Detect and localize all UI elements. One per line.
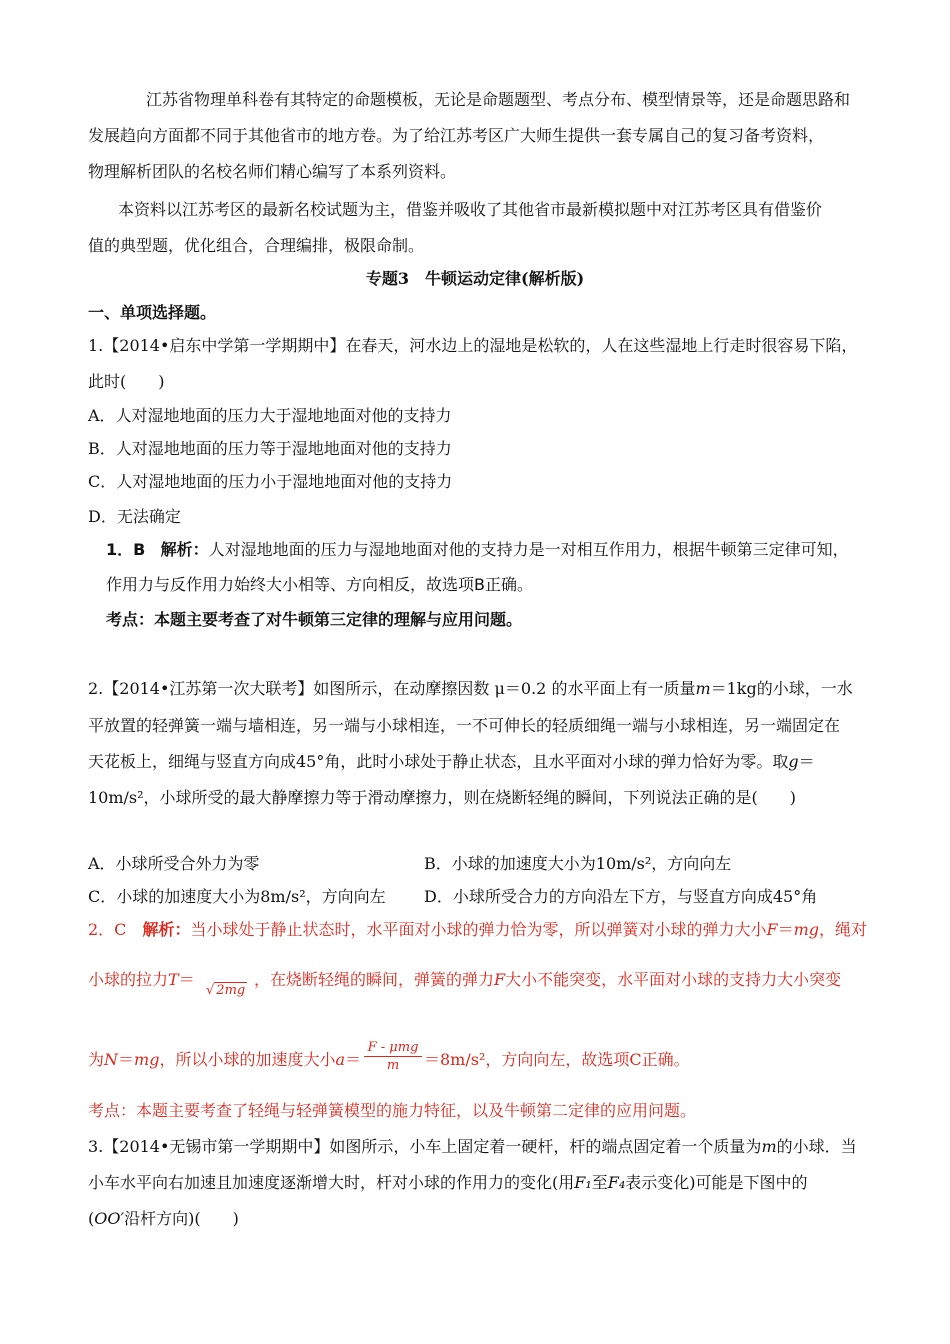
q2-var-m: m xyxy=(695,679,711,698)
q1-analysis-text-1: 人对湿地地面的压力与湿地地面对他的支持力是一对相互作用力，根据牛顿第三定律可知， xyxy=(208,540,849,559)
q2-option-a: A．小球所受合外力为零 xyxy=(88,854,260,873)
q3-stem-line-1 xyxy=(88,1135,857,1159)
intro-paragraph-2-line-2: 值的典型题，优化组合，合理编排，极限命制。 xyxy=(88,236,425,255)
q1-option-b: B．人对湿地地面的压力等于湿地地面对他的支持力 xyxy=(88,439,452,458)
q1-key-point xyxy=(106,608,522,632)
q2-stem-1a: 2.【2014•江苏第一次大联考】如图所示，在动摩擦因数 μ＝0.2 的水平面上有一质量 xyxy=(88,679,696,698)
q2-analysis-text-2a: 小球的拉力 xyxy=(88,970,169,989)
q3-stem-3b: 沿杆方向)( ) xyxy=(124,1209,239,1228)
q2-stem-1b: ＝1kg的小球，一水 xyxy=(710,679,853,698)
q3-var-F4: F₄ xyxy=(607,1173,626,1192)
q1-option-c: C．人对湿地地面的压力小于湿地地面对他的支持力 xyxy=(88,472,453,491)
q2-stem-3b: ＝ xyxy=(798,752,815,771)
q2-analysis-text-2b: ，在烧断轻绳的瞬间，弹簧的弹力 xyxy=(254,970,495,989)
q1-stem-line-2: 此时( ) xyxy=(88,372,165,391)
q2-var-mg2: mg xyxy=(134,1050,160,1069)
q2-var-F2: F xyxy=(494,970,506,989)
q2-option-c: C．小球的加速度大小为8m/s²，方向向左 xyxy=(88,887,386,906)
q2-answer-line-1 xyxy=(88,918,867,942)
q2-fraction-denominator: m xyxy=(386,1058,400,1073)
q2-key-point: 考点：本题主要考查了轻绳与轻弹簧模型的施力特征，以及牛顿第二定律的应用问题。 xyxy=(88,1101,697,1120)
q2-stem-line-3 xyxy=(88,750,815,774)
q1-key-point-text: 本题主要考查了对牛顿第三定律的理解与应用问题。 xyxy=(154,610,523,629)
q2-stem-3a: 天花板上，细绳与竖直方向成45°角，此时小球处于静止状态，且水平面对小球的弹力恰好为零。取 xyxy=(88,752,789,771)
q2-sqrt-radicand: 2mg xyxy=(216,983,246,998)
section-heading: 一、单项选择题。 xyxy=(88,303,217,322)
q2-analysis-text-1: 当小球处于静止状态时，水平面对小球的弹力恰为零，所以弹簧对小球的弹力大小 xyxy=(190,920,767,939)
q2-answer-line-3a xyxy=(88,1048,361,1072)
q1-option-d: D．无法确定 xyxy=(88,507,181,526)
q3-var-F1: F₁ xyxy=(574,1173,592,1192)
intro-paragraph-1-line-1: 江苏省物理单科卷有其特定的命题模板，无论是命题题型、考点分布、模型情景等，还是命题思路和 xyxy=(146,90,851,109)
q3-stem-2a: 小车水平向右加速且加速度逐渐增大时，杆对小球的作用力的变化(用 xyxy=(88,1173,575,1192)
q3-stem-line-2 xyxy=(88,1171,808,1195)
q2-stem-line-4: 10m/s²，小球所受的最大静摩擦力等于滑动摩擦力，则在烧断轻绳的瞬间，下列说法正确的是( ) xyxy=(88,788,797,807)
q2-eq-4: ＝ xyxy=(345,1050,362,1069)
q1-answer-line-1 xyxy=(106,538,849,562)
document-title: 专题3 牛顿运动定律(解析版) xyxy=(365,269,585,288)
q2-var-F: F xyxy=(766,920,778,939)
q3-stem-1a: 3.【2014•无锡市第一学期期中】如图所示，小车上固定着一硬杆，杆的端点固定着一个质量为 xyxy=(88,1137,762,1156)
q1-answer-line-2: 作用力与反作用力始终大小相等、方向相反，故选项B正确。 xyxy=(106,575,533,594)
q1-key-point-label: 考点： xyxy=(106,610,155,629)
q2-answer-line-2a xyxy=(88,968,195,992)
q2-analysis-label: 解析： xyxy=(142,920,191,939)
q2-var-mg: mg xyxy=(793,920,820,939)
q1-option-a: A．人对湿地地面的压力大于湿地地面对他的支持力 xyxy=(88,406,452,425)
q2-eq-1: ＝ xyxy=(777,920,794,939)
q3-stem-2mid: 至 xyxy=(591,1173,608,1192)
q2-stem-line-2: 平放置的轻弹簧一端与墙相连，另一端与小球相连，一不可伸长的轻质细绳一端与小球相连，另一端固定在 xyxy=(88,716,841,735)
q2-acceleration-fraction xyxy=(364,1040,422,1073)
q2-analysis-text-1c: ，绳对 xyxy=(819,920,868,939)
q3-var-OO: OO′ xyxy=(94,1209,125,1228)
q2-eq-3: ＝ xyxy=(118,1050,135,1069)
intro-paragraph-2-line-1: 本资料以江苏考区的最新名校试题为主，借鉴并吸收了其他省市最新模拟题中对江苏考区具有借鉴价 xyxy=(118,200,823,219)
q2-answer-line-2b xyxy=(254,968,841,992)
q2-eq-2: ＝ xyxy=(178,970,195,989)
intro-paragraph-1-line-2: 发展趋向方面都不同于其他省市的地方卷。为了给江苏考区广大师生提供一套专属自己的复习备考资料， xyxy=(88,126,825,145)
intro-paragraph-1-line-3: 物理解析团队的名校名师们精心编写了本系列资料。 xyxy=(88,162,457,181)
q2-var-a: a xyxy=(335,1050,346,1069)
q2-analysis-text-3b: ，所以小球的加速度大小 xyxy=(159,1050,336,1069)
q1-answer-number: 1．B xyxy=(106,540,146,559)
q3-stem-2b: 表示变化)可能是下图中的 xyxy=(625,1173,808,1192)
q3-stem-line-3 xyxy=(88,1207,239,1231)
q2-var-T: T xyxy=(168,970,179,989)
q2-option-b: B．小球的加速度大小为10m/s²，方向向左 xyxy=(424,854,732,873)
q1-analysis-label: 解析： xyxy=(160,540,209,559)
q2-sqrt-expression: √ 2mg xyxy=(206,983,246,998)
q2-var-N: N xyxy=(104,1050,119,1069)
q1-stem-line-1: 1.【2014•启东中学第一学期期中】在春天，河水边上的湿地是松软的，人在这些湿地上行走时很容易下陷， xyxy=(88,336,858,355)
q2-answer-number: 2．C xyxy=(88,920,143,939)
q3-stem-1b: 的小球．当 xyxy=(776,1137,857,1156)
q2-analysis-text-3a: 为 xyxy=(88,1050,105,1069)
q3-stem-3a: ( xyxy=(88,1209,95,1228)
q2-fraction-bar xyxy=(364,1056,422,1057)
q2-var-g: g xyxy=(788,752,799,771)
q2-analysis-text-2c: 大小不能突变，水平面对小球的支持力大小突变 xyxy=(505,970,842,989)
q2-option-d: D．小球所受合力的方向沿左下方，与竖直方向成45°角 xyxy=(424,887,818,906)
q3-var-m: m xyxy=(761,1137,777,1156)
q2-answer-line-3b: ＝8m/s²，方向向左，故选项C正确。 xyxy=(424,1050,690,1069)
q2-fraction-numerator: F - μmg xyxy=(367,1040,419,1055)
q2-stem-line-1 xyxy=(88,677,853,701)
